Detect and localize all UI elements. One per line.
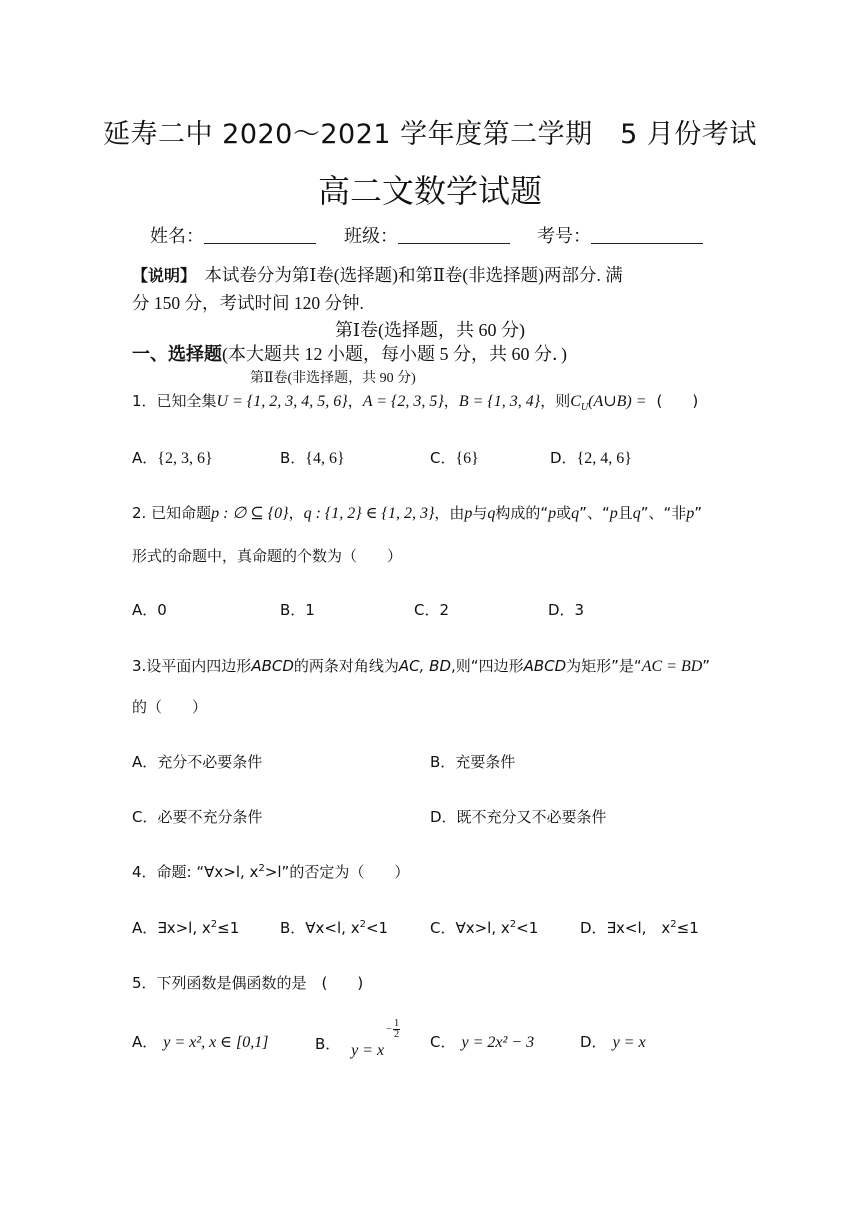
q1-option-d[interactable]: D．{2, 4, 6} xyxy=(550,449,632,467)
q2-q-def: q : {1, 2} ∈ {1, 2, 3} xyxy=(303,505,435,522)
q5-option-c[interactable]: C． y = 2x² − 3 xyxy=(430,1033,535,1051)
question-4: 4．命题: “∀x>l, $x^2>l$”的否定为（ ） xyxy=(132,863,410,881)
instructions-tag: 【说明】 xyxy=(132,266,197,285)
section-heading xyxy=(132,340,567,366)
class-blank[interactable] xyxy=(398,227,510,244)
section-heading-bold: 一、选择题 xyxy=(132,344,222,365)
q1-complement: $C_U(A\cup B)$ = xyxy=(570,393,647,414)
q3-option-b[interactable]: B．充要条件 xyxy=(430,753,516,771)
q3-option-c[interactable]: C．必要不充分条件 xyxy=(132,808,263,826)
question-2-line2: 形式的命题中，真命题的个数为（ ） xyxy=(132,547,403,565)
number-label: 考号： xyxy=(537,226,591,247)
number-field[interactable] xyxy=(537,222,703,248)
q1-option-a[interactable]: A．{2, 3, 6} xyxy=(132,449,213,467)
exam-subtitle: 高二文数学试题 xyxy=(317,172,542,210)
section-heading-rest: (本大题共 12 小题，每小题 5 分，共 60 分．) xyxy=(222,344,567,364)
question-1: 1．已知全集U = {1, 2, 3, 4, 5, 6}，A = {2, 3, 5}，B = {1, 3, 4}，则$C_U(A\cup B)$ = ( ) xyxy=(132,392,699,414)
name-label: 姓名： xyxy=(150,226,204,247)
q1-option-c[interactable]: C．{6} xyxy=(430,449,479,467)
name-blank[interactable] xyxy=(204,227,316,244)
number-blank[interactable] xyxy=(591,227,703,244)
q1-set-u: U = {1, 2, 3, 4, 5, 6} xyxy=(216,393,348,410)
question-5: 5．下列函数是偶函数的是 ( ) xyxy=(132,974,364,992)
q2-option-d[interactable]: D．3 xyxy=(548,601,585,619)
q3-condition: AC = BD xyxy=(641,658,703,675)
q2-option-a[interactable]: A．0 xyxy=(132,601,167,619)
q3-option-d[interactable]: D．既不充分又不必要条件 xyxy=(430,808,607,826)
instructions-line2: 分 150 分，考试时间 120 分钟. xyxy=(132,293,364,313)
q5-option-b[interactable]: B． y = x − 1 2 xyxy=(315,1018,400,1059)
q4-option-b[interactable]: B．∀x<l, $x^2<1$ xyxy=(280,919,389,937)
q3-option-a[interactable]: A．充分不必要条件 xyxy=(132,753,263,771)
q2-option-b[interactable]: B．1 xyxy=(280,601,315,619)
instructions-line1 xyxy=(132,262,623,287)
q4-option-d[interactable]: D．∃x<l, $x^2\le 1$ xyxy=(580,919,699,937)
name-field[interactable] xyxy=(150,222,316,248)
question-3-line1: 3.设平面内四边形ABCD的两条对角线为AC, BD,则“四边形ABCD为矩形”是“AC = BD” xyxy=(132,657,711,675)
question-3-line2: 的（ ） xyxy=(132,698,208,716)
question-2-line1: 2. 已知命题p : ∅ ⊆ {0}，q : {1, 2} ∈ {1, 2, 3}，由p与q构成的“p或q”、“p且q”、“非p” xyxy=(132,504,703,522)
q5-option-a[interactable]: A． y = x², x ∈ [0,1] xyxy=(132,1033,269,1051)
q2-option-c[interactable]: C．2 xyxy=(414,601,450,619)
q5-option-d[interactable]: D． y = x xyxy=(580,1033,646,1051)
exam-title: 延寿二中 2020～2021 学年度第二学期 5 月份考试 xyxy=(103,119,757,150)
q1-prefix: 1．已知全集 xyxy=(132,392,217,410)
q4-option-c[interactable]: C．∀x>l, $x^2<1$ xyxy=(430,919,539,937)
instructions-text-1: 本试卷分为第Ⅰ卷(选择题)和第Ⅱ卷(非选择题)两部分. 满 xyxy=(204,265,623,285)
class-field[interactable] xyxy=(344,222,510,248)
q1-set-a: A = {2, 3, 5} xyxy=(362,393,444,410)
class-label: 班级： xyxy=(344,226,398,247)
q1-option-b[interactable]: B．{4, 6} xyxy=(280,449,345,467)
part2-heading: 第Ⅱ卷(非选择题，共 90 分) xyxy=(250,371,416,386)
q1-set-b: B = {1, 3, 4} xyxy=(458,393,541,410)
q1-paren: ( ) xyxy=(656,392,699,410)
part1-heading: 第Ⅰ卷(选择题，共 60 分) xyxy=(334,320,526,340)
q2-p-def: p : ∅ ⊆ {0} xyxy=(211,505,289,522)
q4-option-a[interactable]: A．∃x>l, $x^2\le 1$ xyxy=(132,919,240,937)
